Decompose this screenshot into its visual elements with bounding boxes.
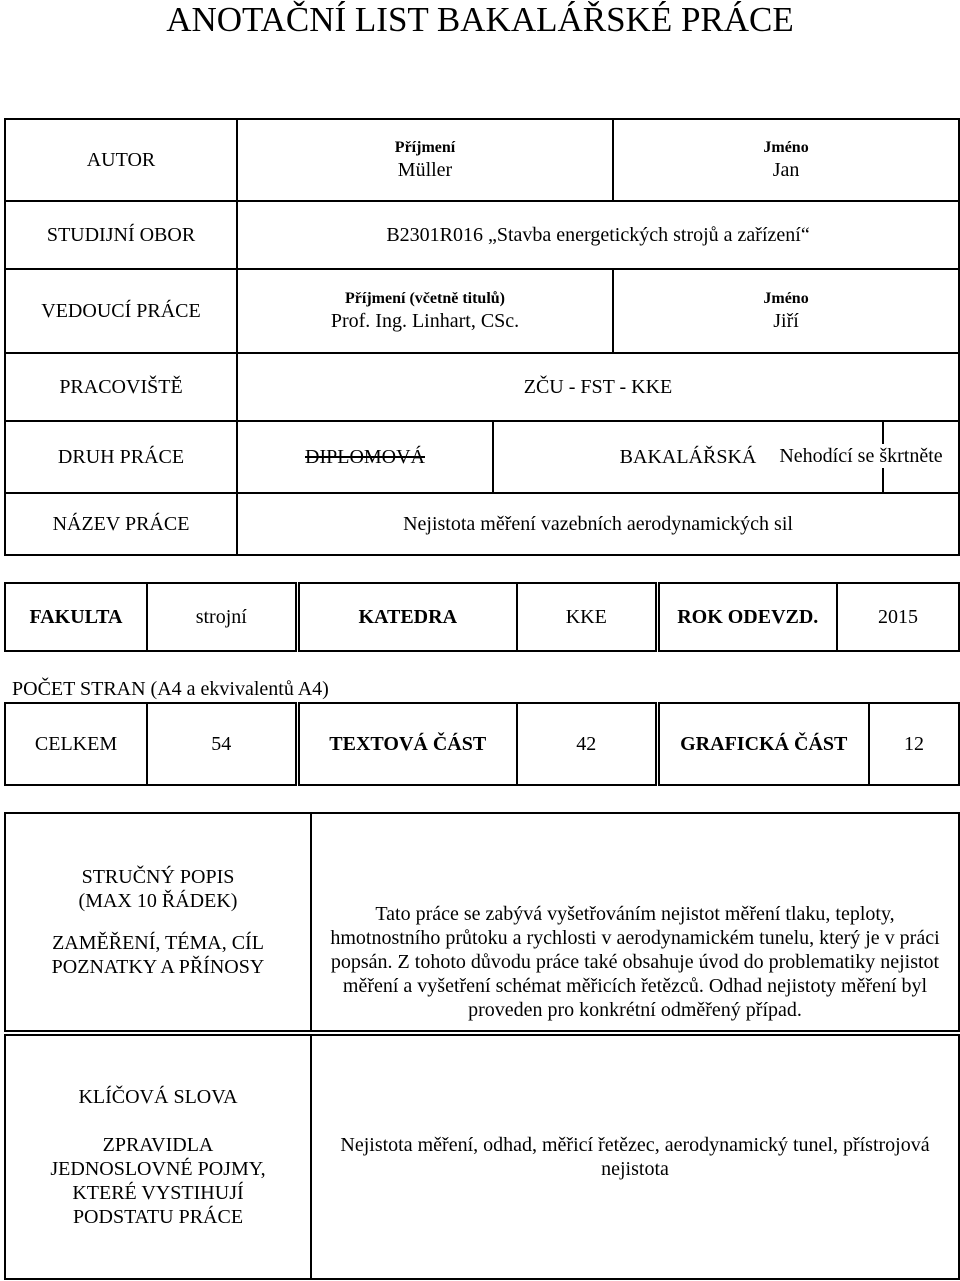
popis-label1: STRUČNÝ POPIS — [81, 866, 235, 888]
druh-label: DRUH PRÁCE — [5, 421, 237, 493]
textova-label: TEXTOVÁ ČÁST — [297, 703, 517, 785]
rok-label: ROK ODEVZD. — [657, 583, 837, 651]
popis-table — [4, 812, 960, 1032]
klicova-label1: KLÍČOVÁ SLOVA — [78, 1086, 238, 1108]
vedouci-surname-label: Příjmení (včetně titulů) — [345, 290, 505, 307]
graficka-value: 12 — [869, 703, 959, 785]
fakulta-value: strojní — [147, 583, 297, 651]
vedouci-surname-cell — [237, 269, 613, 353]
popis-text-body: Tato práce se zabývá vyšetřováním nejistot měření tlaku, teploty, hmotnostního průtoku a rychlosti v aerodynamickém tunelu, který je v práci popsán. Z tohoto důvodu práce také obsahuje úvod do problematiky nejistot měření a vyšetření schémat měřicích řetězců. Odhad nejistoty měření byl proveden pro konkrétní odměřený případ. — [330, 903, 940, 1021]
fakulta-table — [4, 582, 960, 652]
popis-label2: (MAX 10 ŘÁDEK) — [78, 890, 238, 912]
textova-value: 42 — [517, 703, 657, 785]
klicova-label5: PODSTATU PRÁCE — [72, 1206, 244, 1228]
druh-option-bakalarska: BAKALÁŘSKÁ — [493, 421, 883, 493]
popis-label3: ZAMĚŘENÍ, TÉMA, CÍL — [52, 932, 264, 954]
pocet-heading: POČET STRAN (A4 a ekvivalentů A4) — [12, 678, 329, 700]
obor-label: STUDIJNÍ OBOR — [5, 201, 237, 269]
druh-option-diplomova: DIPLOMOVÁ — [237, 421, 493, 493]
vedouci-name: Jiří — [773, 310, 799, 332]
druh-note: Nehodící se škrtněte — [764, 444, 958, 468]
author-table — [4, 118, 960, 556]
autor-surname-cell — [237, 119, 613, 201]
katedra-label: KATEDRA — [297, 583, 517, 651]
klicova-text: Nejistota měření, odhad, měřicí řetězec, aerodynamický tunel, přístrojová nejistota — [311, 1035, 959, 1279]
celkem-value: 54 — [147, 703, 297, 785]
vedouci-name-cell — [613, 269, 959, 353]
klicova-table — [4, 1034, 960, 1280]
pracoviste-label: PRACOVIŠTĚ — [5, 353, 237, 421]
klicova-label3: JEDNOSLOVNÉ POJMY, — [50, 1158, 266, 1180]
katedra-value: KKE — [517, 583, 657, 651]
nazev-label: NÁZEV PRÁCE — [5, 493, 237, 555]
rok-value: 2015 — [837, 583, 959, 651]
autor-name-cell — [613, 119, 959, 201]
klicova-label4: KTERÉ VYSTIHUJÍ — [72, 1182, 244, 1204]
popis-label4: POZNATKY A PŘÍNOSY — [51, 956, 265, 978]
klicova-label2: ZPRAVIDLA — [102, 1134, 214, 1156]
autor-surname: Müller — [397, 159, 453, 181]
popis-text — [311, 813, 959, 1031]
klicova-label-cell — [5, 1035, 311, 1279]
obor-value: B2301R016 „Stavba energetických strojů a zařízení“ — [237, 201, 959, 269]
name-label: Jméno — [763, 139, 809, 156]
vedouci-name-label: Jméno — [763, 290, 809, 307]
nazev-value: Nejistota měření vazebních aerodynamických sil — [237, 493, 959, 555]
surname-label: Příjmení — [394, 139, 456, 156]
autor-name: Jan — [772, 159, 800, 181]
pocet-table — [4, 702, 960, 786]
pracoviste-value: ZČU - FST - KKE — [237, 353, 959, 421]
popis-label-cell — [5, 813, 311, 1031]
celkem-label: CELKEM — [5, 703, 147, 785]
fakulta-label: FAKULTA — [5, 583, 147, 651]
page-title: ANOTAČNÍ LIST BAKALÁŘSKÉ PRÁCE — [166, 0, 794, 39]
vedouci-surname: Prof. Ing. Linhart, CSc. — [330, 310, 520, 332]
autor-label: AUTOR — [5, 119, 237, 201]
graficka-label: GRAFICKÁ ČÁST — [657, 703, 869, 785]
vedouci-label: VEDOUCÍ PRÁCE — [5, 269, 237, 353]
